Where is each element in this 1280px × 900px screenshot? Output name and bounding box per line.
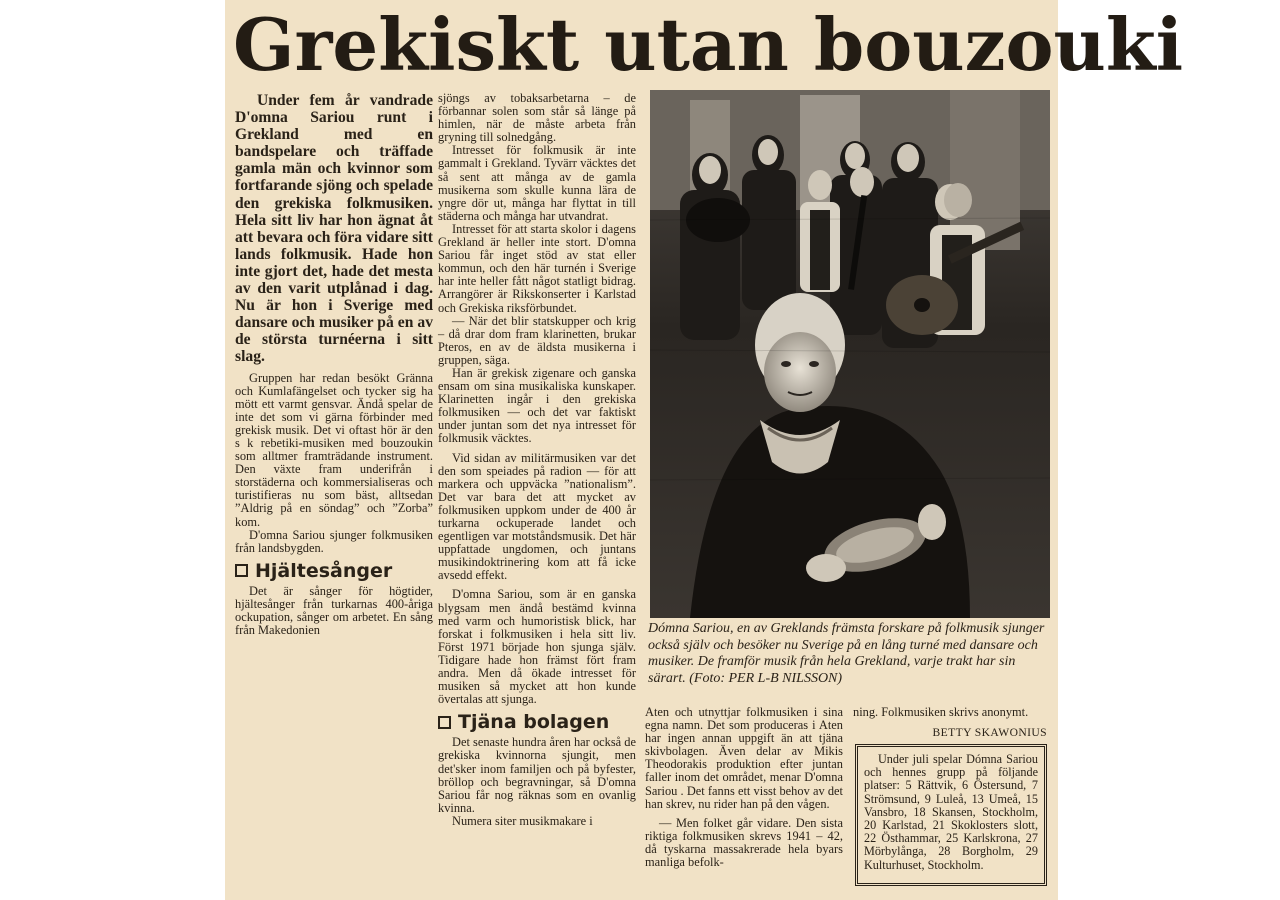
- subheading-hjaltesanger: [235, 560, 433, 582]
- column-1: [235, 92, 433, 637]
- body-paragraph: Vid sidan av militärmusiken var det den som speiades på radion — för att markera och uppväcka ”nationalism”. Det var bara det att mycket av folkmusiken uppkom under de 400 år turkarna ockuperade landet och egentligen var motståndsmusik. Det här uppfattade ungdomen, och juntans musikindoktrinering kom att få icke avsedd effekt.: [438, 450, 636, 583]
- square-bullet-icon: [235, 564, 248, 577]
- subheading-tjana-bolagen: [438, 711, 636, 733]
- body-paragraph: — När det blir statskupper och krig – då drar dom fram klarinetten, brukar Pteros, en av de äldsta musikerna i gruppen, säga.: [438, 313, 636, 367]
- square-bullet-icon: [438, 716, 451, 729]
- photo-caption: Dómna Sariou, en av Greklands främsta forskare på folkmusik sjunger också själv och besöker nu Sverige på en lång turné med dansare och musiker. De framför musik från hela Grekland, varje trakt har sin särart. (Foto: PER L-B NILSSON): [648, 621, 1045, 686]
- newspaper-clipping: [225, 0, 1184, 900]
- byline: BETTY SKAWONIUS: [932, 726, 1047, 739]
- body-paragraph: D'omna Sariou, som är en ganska blygsam men ändå bestämd kvinna med varm och humoristisk blick, har forskat i folkmusiken i hela sitt liv. Först 1971 började hon sjunga själv. Tidigare hade hon främst fört fram andra. Men då ökade intresset för musiken så mycket att hon kunde övertalas att sjunga.: [438, 587, 636, 707]
- body-paragraph: ning. Folkmusiken skrivs anonymt.: [853, 705, 1029, 719]
- lead-text: Under fem år vandrade D'omna Sariou runt i Grekland med en bandspelare och träffade gamla män och kvinnor som fortfarande sjöng och spelade den grekiska folkmusiken. Hela sitt liv har hon ägnat åt att bevara och föra vidare sitt lands folkmusik. Hade hon inte gjort det, hade det mesta av den varit utplånad i dag. Nu är hon i Sverige med dansare och musiker på en av de största turnéerna i sitt slag.: [235, 92, 433, 366]
- subheading-text: Hjältesånger: [255, 559, 393, 582]
- lead-paragraph: [235, 92, 433, 366]
- body-paragraph: sjöngs av tobaksarbetarna – de förbannar solen som står så länge på himlen, när de måste arbeta från gryning till solnedgång.: [438, 91, 636, 145]
- body-paragraph: Gruppen har redan besökt Gränna och Kumlafängelset och tycker sig ha mött ett varmt gensvar. Ändå spelar de inte det som vi gärna förbinder med grekisk musik. Det vi oftast hör är den s k rebetiki-musiken med bouzoukin som alltmer framträdande instrument. Den växte fram underifrån i storstäderna och kommersialiseras och turistifieras nu som bäst, alltsedan ”Aldrig på en söndag” och ”Zorba” kom.: [235, 370, 433, 529]
- body-paragraph: Numera siter musikmakare i: [452, 813, 593, 828]
- body-paragraph: Intresset för att starta skolor i dagens Grekland är heller inte stort. D'omna Sariou får inget stöd av stat eller kommun, och den här turnén i Sverige har inte heller fått något statligt bidrag. Arrangörer är Rikskonserter i Karlstad och Grekiska riksförbundet.: [438, 221, 636, 315]
- musicians-photo: [650, 90, 1050, 618]
- body-paragraph: Aten och utnyttjar folkmusiken i sina egna namn. Det som produceras i Aten har ingen annan uppgift än att tjäna skivbolagen. Även delar av Mikis Theodorakis produktion efter juntan faller inom det området, menar D'omna Sariou . Det fanns ett visst behov av det han skrev, nu rider han på den vågen.: [645, 705, 843, 811]
- body-paragraph: Han är grekisk zigenare och ganska ensam om sina musikaliska kunskaper. Klarinetten ingår i den grekiska folkmusiken — och det var faktiskt under juntan som det nya intresset för folkmusik väcktes.: [438, 365, 636, 446]
- body-paragraph: Det är sånger för högtider, hjältesånger från turkarnas 400-åriga ockupation, sånger om arbetet. En sång från Makedonien: [235, 583, 433, 638]
- column-4: [853, 706, 1048, 719]
- body-paragraph: Intresset för folkmusik är inte gammalt i Grekland. Tyvärr väcktes det så sent att många av de gamla musikerna som skulle kunna lära de yngre dör ut, många har flyttat in till städerna och många har utvandrat.: [438, 143, 636, 223]
- body-paragraph: D'omna Sariou sjunger folkmusiken från landsbygden.: [235, 527, 433, 555]
- schedule-text: Under juli spelar Dómna Sariou och hennes grupp på följande platser: 5 Rättvik, 6 Östersund, 7 Strömsund, 9 Luleå, 13 Umeå, 15 Vansbro, 18 Skansen, Stockholm, 20 Karlstad, 21 Skoklosters slott, 22 Östhammar, 25 Karlskrona, 27 Mörbylånga, 28 Borgholm, 29 Kulturhuset, Stockholm.: [864, 752, 1038, 872]
- subheading-text: Tjäna bolagen: [458, 711, 610, 734]
- body-paragraph: — Men folket går vidare. Den sista riktiga folkmusiken skrevs 1941 – 42, då tyskarna massakrerade hela byars manliga befolk-: [645, 815, 843, 870]
- body-paragraph: Det senaste hundra åren har också de grekiska kvinnorna sjungit, men det'sker inom familjen och på byfester, bröllop och begravningar, så D'omna Sariou får nog räknas som en ovanlig kvinna.: [438, 735, 636, 815]
- headline: Grekiskt utan bouzouki: [233, 2, 1184, 87]
- column-3: [645, 706, 843, 869]
- tour-schedule-box: [855, 744, 1047, 886]
- photo-image: [650, 90, 1050, 618]
- column-2: [438, 92, 636, 828]
